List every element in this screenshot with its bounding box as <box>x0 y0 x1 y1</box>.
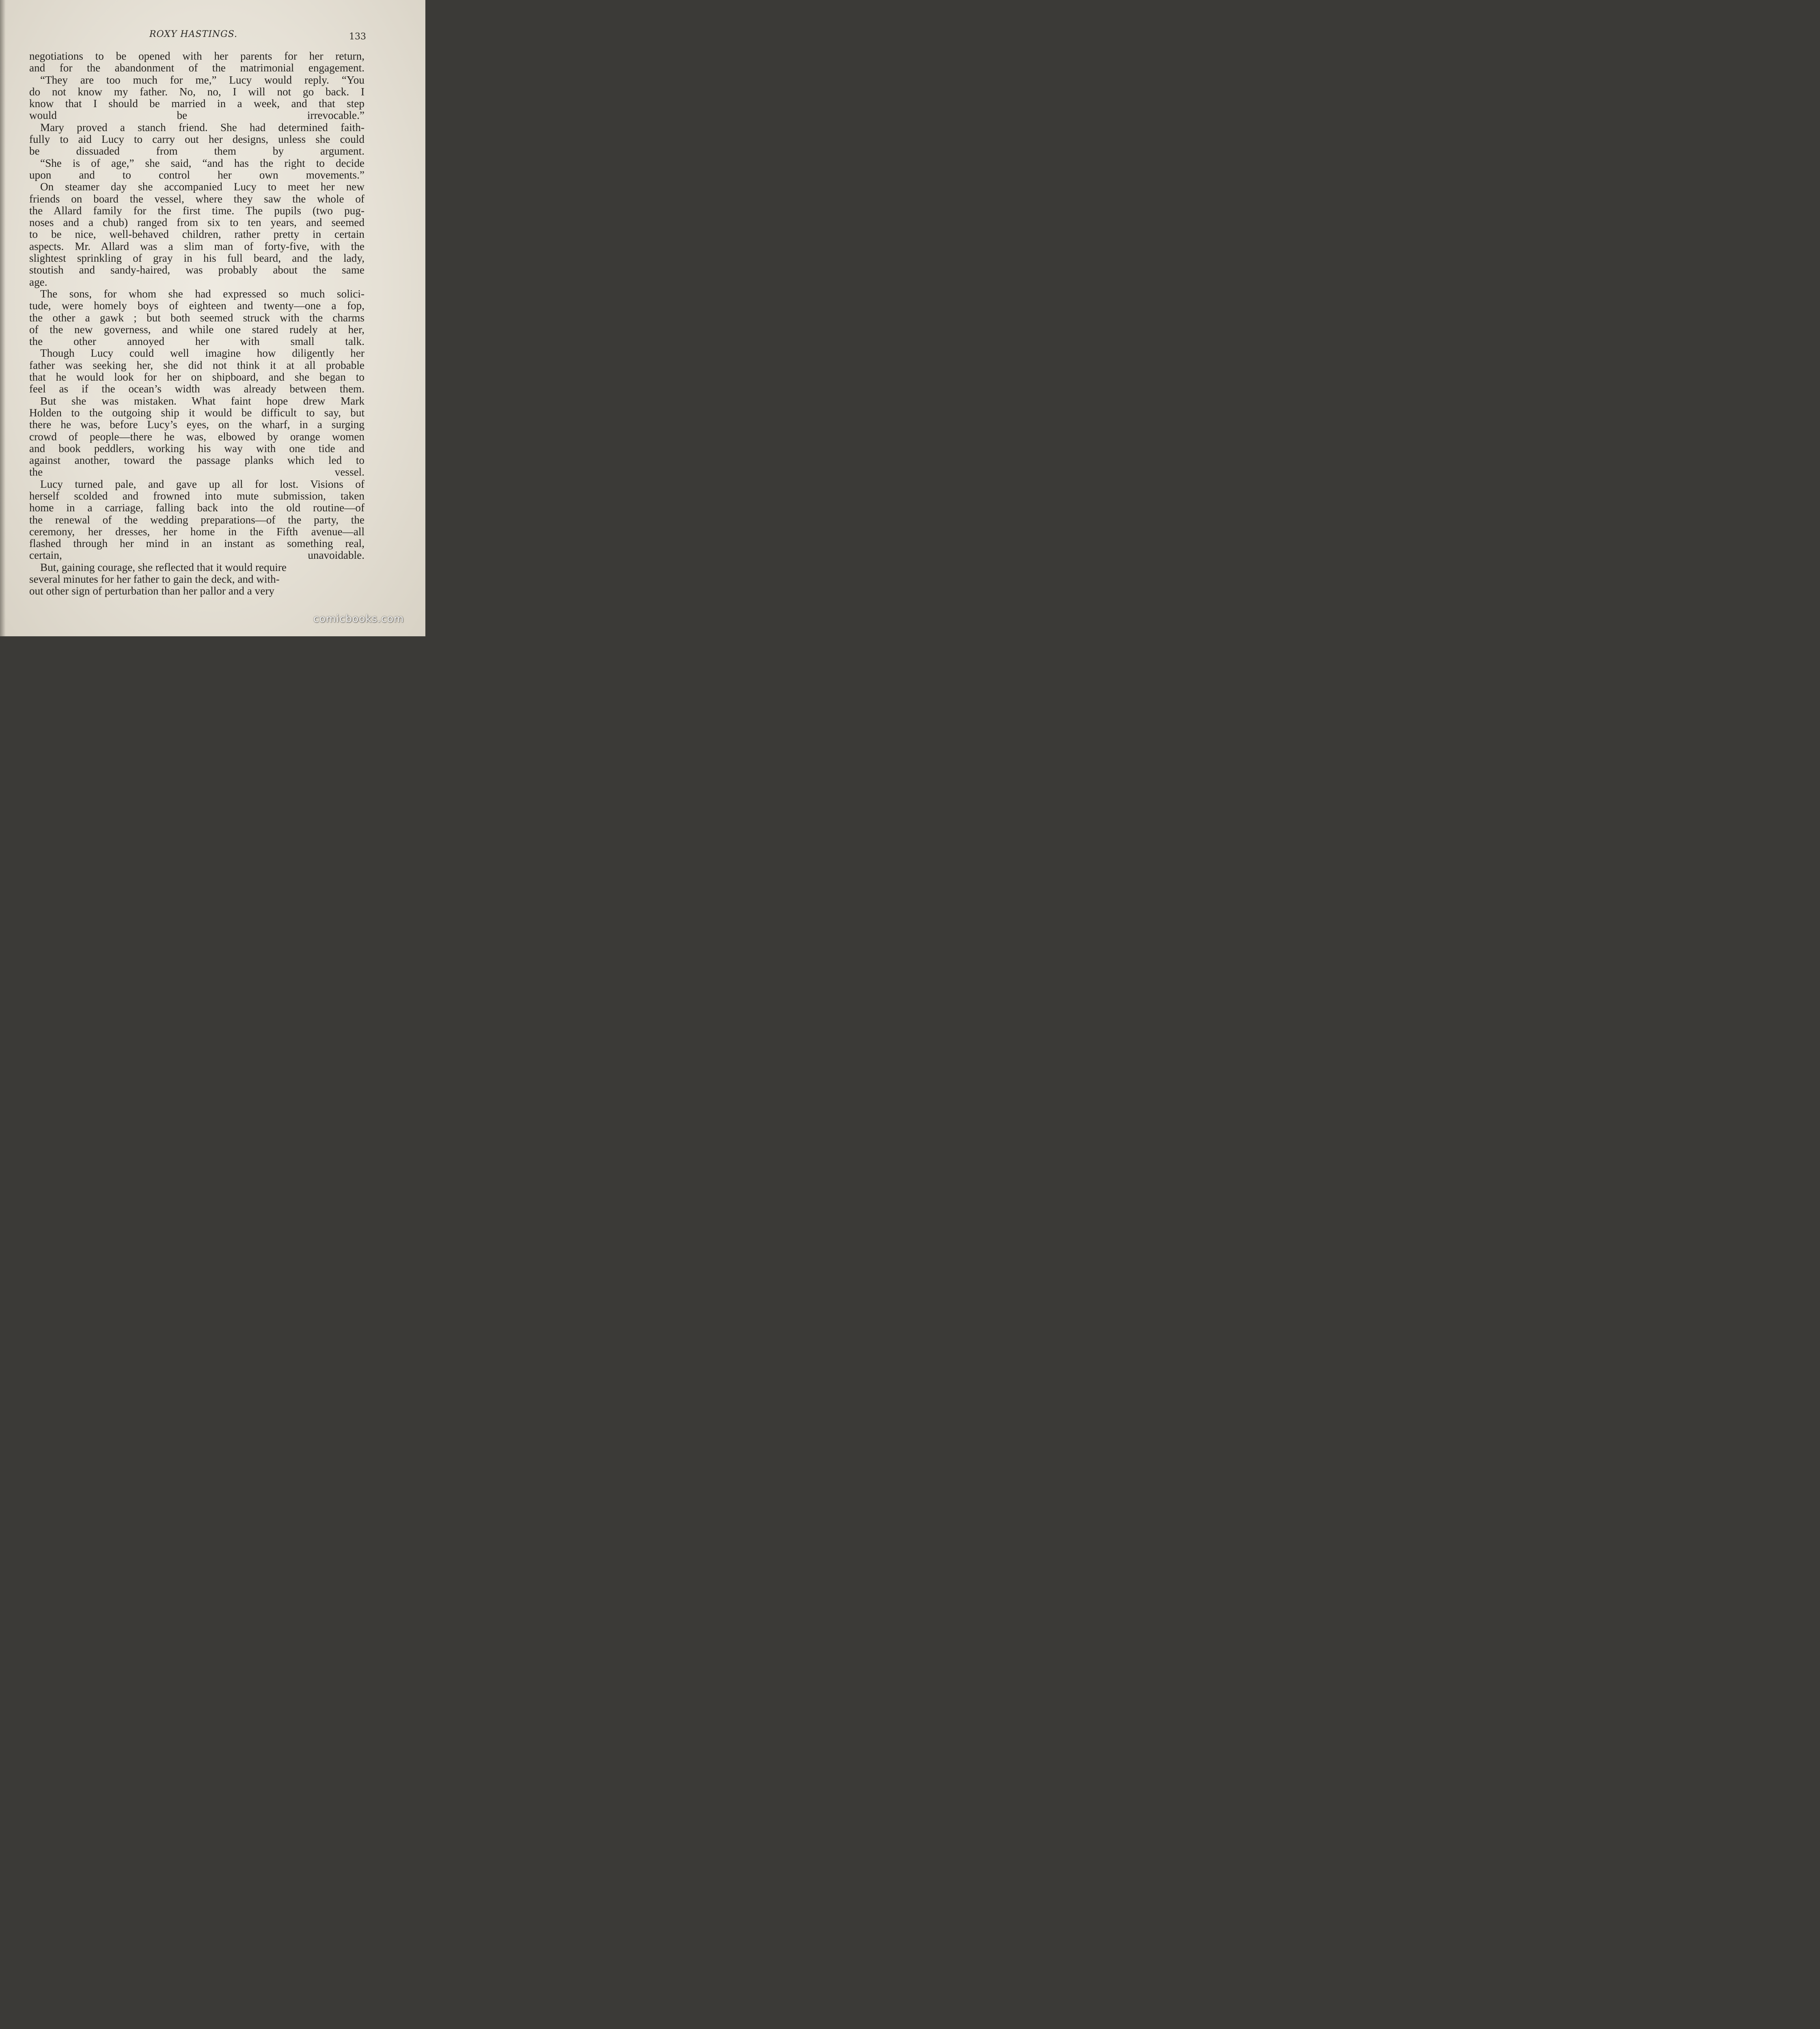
text-line: out other sign of perturbation than her pallor and a very <box>29 585 274 597</box>
text-line: know that I should be married in a week, and that step <box>29 97 364 110</box>
text-line: ceremony, her dresses, her home in the Fifth avenue—all <box>29 525 364 538</box>
text-line: crowd of people—there he was, elbowed by orange women <box>29 430 364 443</box>
text-line: stoutish and sandy-haired, was probably about the same <box>29 264 364 276</box>
text-line: On steamer day she accompanied Lucy to meet her new <box>40 181 364 193</box>
text-line: slightest sprinkling of gray in his full beard, and the lady, <box>29 252 364 265</box>
text-line: against another, toward the passage planks which led to <box>29 454 364 467</box>
watermark: comicbooks.com <box>313 613 404 625</box>
text-line: Holden to the outgoing ship it would be difficult to say, but <box>29 406 364 419</box>
text-line: herself scolded and frowned into mute submission, taken <box>29 489 364 502</box>
text-line: be dissuaded from them by argument. <box>29 145 364 157</box>
text-line: the other annoyed her with small talk. <box>29 335 364 348</box>
book-page <box>0 0 425 636</box>
text-line: aspects. Mr. Allard was a slim man of forty-five, with the <box>29 240 364 252</box>
page-shadow-edge <box>0 0 6 636</box>
text-line: there he was, before Lucy’s eyes, on the wharf, in a surging <box>29 418 364 431</box>
text-line: and for the abandonment of the matrimonial engagement. <box>29 62 364 74</box>
text-line: several minutes for her father to gain the deck, and with- <box>29 573 280 586</box>
text-line: tude, were homely boys of eighteen and twenty—one a fop, <box>29 299 364 312</box>
text-line: would be irrevocable.” <box>29 109 364 122</box>
text-line: fully to aid Lucy to carry out her designs, unless she could <box>29 133 364 146</box>
paragraph <box>29 74 364 122</box>
body-text <box>29 50 364 597</box>
text-line: father was seeking her, she did not think it at all probable <box>29 359 364 371</box>
text-line: the renewal of the wedding preparations—of the party, the <box>29 513 364 526</box>
text-line: friends on board the vessel, where they saw the whole of <box>29 192 364 205</box>
text-line: the other a gawk ; but both seemed struck with the charms <box>29 311 364 324</box>
text-line: But she was mistaken. What faint hope drew Mark <box>40 394 364 407</box>
text-line: do not know my father. No, no, I will not go back. I <box>29 85 364 98</box>
paragraph <box>29 181 364 288</box>
paragraph <box>29 50 364 74</box>
paragraph <box>29 478 364 562</box>
text-line: feel as if the ocean’s width was already between them. <box>29 383 364 395</box>
text-line: “She is of age,” she said, “and has the right to decide <box>40 157 364 169</box>
text-line: of the new governess, and while one stared rudely at her, <box>29 323 364 336</box>
text-line: the vessel. <box>29 466 364 478</box>
page-number: 133 <box>349 32 366 42</box>
text-line: that he would look for her on shipboard, and she began to <box>29 371 364 383</box>
running-title: ROXY HASTINGS. <box>149 29 238 39</box>
text-line: But, gaining courage, she reflected that it would require <box>40 561 287 573</box>
text-line: The sons, for whom she had expressed so much solici- <box>40 287 364 300</box>
text-line: to be nice, well-behaved children, rather pretty in certain <box>29 228 364 241</box>
text-line: certain, unavoidable. <box>29 549 364 562</box>
text-line: upon and to control her own movements.” <box>29 168 364 181</box>
text-line: noses and a chub) ranged from six to ten years, and seemed <box>29 216 364 229</box>
text-line: the Allard family for the first time. The pupils (two pug- <box>29 204 364 217</box>
paragraph <box>29 122 364 157</box>
text-line: age. <box>29 276 47 288</box>
paragraph <box>29 395 364 478</box>
text-line: Though Lucy could well imagine how diligently her <box>40 347 364 360</box>
text-line: negotiations to be opened with her parents for her return, <box>29 50 364 62</box>
text-line: Mary proved a stanch friend. She had determined faith- <box>40 121 364 134</box>
text-line: “They are too much for me,” Lucy would reply. “You <box>40 73 364 86</box>
text-line: and book peddlers, working his way with one tide and <box>29 442 364 454</box>
paragraph <box>29 157 364 181</box>
paragraph <box>29 347 364 395</box>
text-line: flashed through her mind in an instant as something real, <box>29 537 364 550</box>
text-line: home in a carriage, falling back into the old routine—of <box>29 502 364 514</box>
paragraph <box>29 288 364 347</box>
paragraph <box>29 562 364 597</box>
text-line: Lucy turned pale, and gave up all for lost. Visions of <box>40 478 364 490</box>
